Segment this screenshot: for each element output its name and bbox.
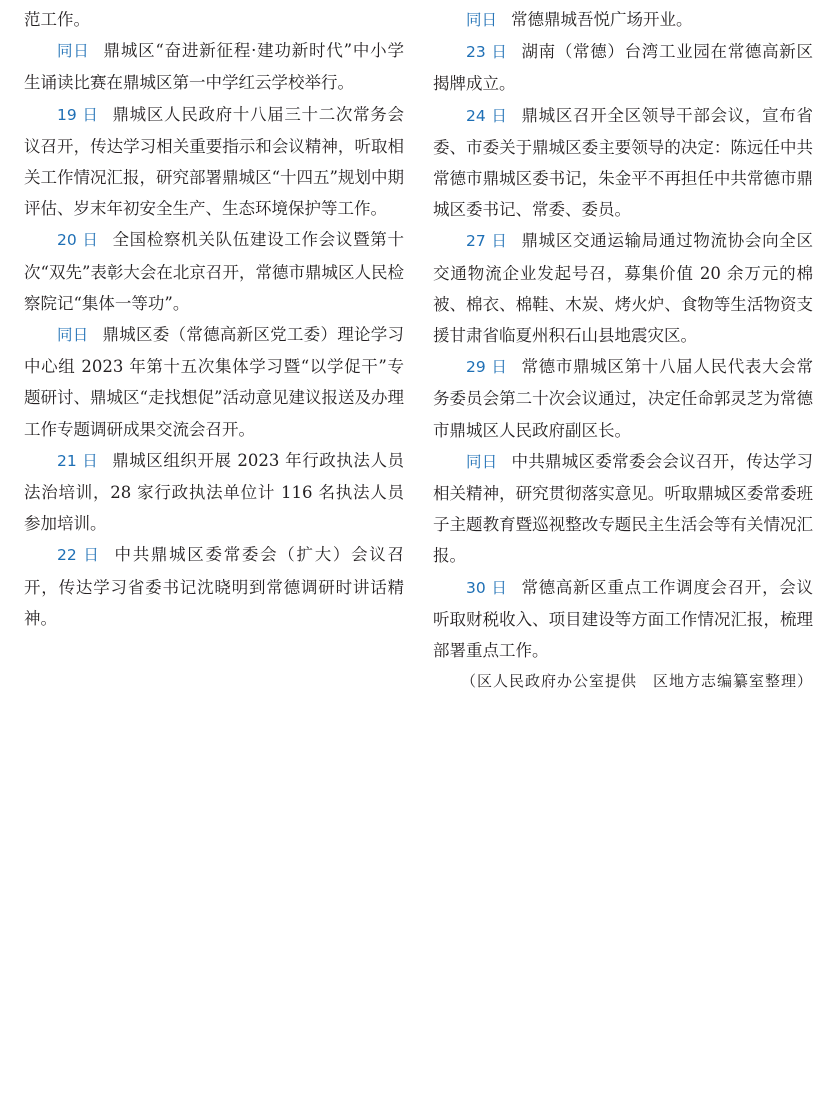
- entry-text: 鼎城区组织开展 2023 年行政执法人员法治培训，28 家行政执法单位计 116 名执法人员参加培训。: [24, 450, 404, 534]
- entry-date: 同日: [466, 11, 498, 29]
- left-column: [24, 4, 404, 634]
- entry-text: 常德鼎城吾悦广场开业。: [510, 10, 693, 29]
- entry-4: [433, 351, 813, 446]
- entry-text: 鼎城区委（常德高新区党工委）理论学习中心组 2023 年第十五次集体学习暨“以学促干”专题研讨、鼎城区“走找想促”活动意见建议报送及办理工作专题调研成果交流会召开。: [24, 325, 404, 439]
- entry-date: 同日: [57, 326, 89, 345]
- entry-6: [433, 572, 813, 667]
- entry-text: 鼎城区人民政府十八届三十二次常务会议召开，传达学习相关重要指示和会议精神，听取相关工作情况汇报，研究部署鼎城区“十四五”规划中期评估、岁末年初安全生产、生态环境保护等工作。: [24, 104, 404, 219]
- entry-1: [24, 35, 404, 98]
- entry-6: [24, 539, 404, 634]
- entry-date: 27 日: [466, 232, 508, 251]
- entry-date: 19 日: [57, 105, 99, 124]
- entry-date: 20 日: [57, 231, 99, 250]
- entry-text: 全国检察机关队伍建设工作会议暨第十次“双先”表彰大会在北京召开，常德市鼎城区人民检察院记“集体一等功”。: [24, 230, 404, 313]
- entry-text: 鼎城区“奋进新征程·建功新时代”中小学生诵读比赛在鼎城区第一中学红云学校举行。: [24, 41, 404, 93]
- source-note: （区人民政府办公室提供 区地方志编纂室整理）: [460, 672, 813, 691]
- entry-date: 同日: [57, 42, 90, 61]
- entry-text: 湖南（常德）台湾工业园在常德高新区揭牌成立。: [433, 42, 813, 94]
- entry-date: 29 日: [466, 358, 508, 377]
- entry-3: [433, 225, 813, 351]
- entry-5: [433, 446, 813, 572]
- entry-4: [24, 319, 404, 445]
- entry-date: 22 日: [57, 546, 101, 565]
- entry-text: 中共鼎城区委常委会（扩大）会议召开，传达学习省委书记沈晓明到常德调研时讲话精神。: [24, 545, 405, 628]
- entry-text: 鼎城区召开全区领导干部会议，宣布省委、市委关于鼎城区委主要领导的决定：陈远任中共常德市鼎城区委书记，朱金平不再担任中共常德市鼎城区委书记、常委、委员。: [433, 105, 813, 220]
- entry-text: 中共鼎城区委常委会会议召开，传达学习相关精神，研究贯彻落实意见。听取鼎城区委常委班子主题教育暨巡视整改专题民主生活会等有关情况汇报。: [433, 451, 813, 566]
- entry-text: 鼎城区交通运输局通过物流协会向全区交通物流企业发起号召，募集价值 20 余万元的棉被、棉衣、棉鞋、木炭、烤火炉、食物等生活物资支援甘肃省临夏州积石山县地震灾区。: [433, 231, 813, 346]
- entry-2: [24, 99, 404, 225]
- entry-1: [433, 36, 813, 99]
- entry-text: 范工作。: [24, 10, 90, 29]
- entry-date: 21 日: [57, 451, 99, 470]
- entry-2: [433, 100, 813, 226]
- entry-date: 30 日: [466, 578, 508, 597]
- entry-text: 常德市鼎城区第十八届人民代表大会常务委员会第二十次会议通过，决定任命郭灵芝为常德市鼎城区人民政府副区长。: [433, 357, 813, 440]
- entry-date: 23 日: [466, 43, 508, 62]
- entry-0: [433, 4, 813, 36]
- entry-5: [24, 445, 404, 540]
- entry-date: 24 日: [466, 106, 508, 125]
- right-column: [433, 4, 813, 697]
- entry-0: [24, 4, 404, 35]
- entry-date: 同日: [466, 452, 498, 471]
- entry-text: 常德高新区重点工作调度会召开，会议听取财税收入、项目建设等方面工作情况汇报，梳理部署重点工作。: [433, 577, 813, 661]
- entry-3: [24, 224, 404, 319]
